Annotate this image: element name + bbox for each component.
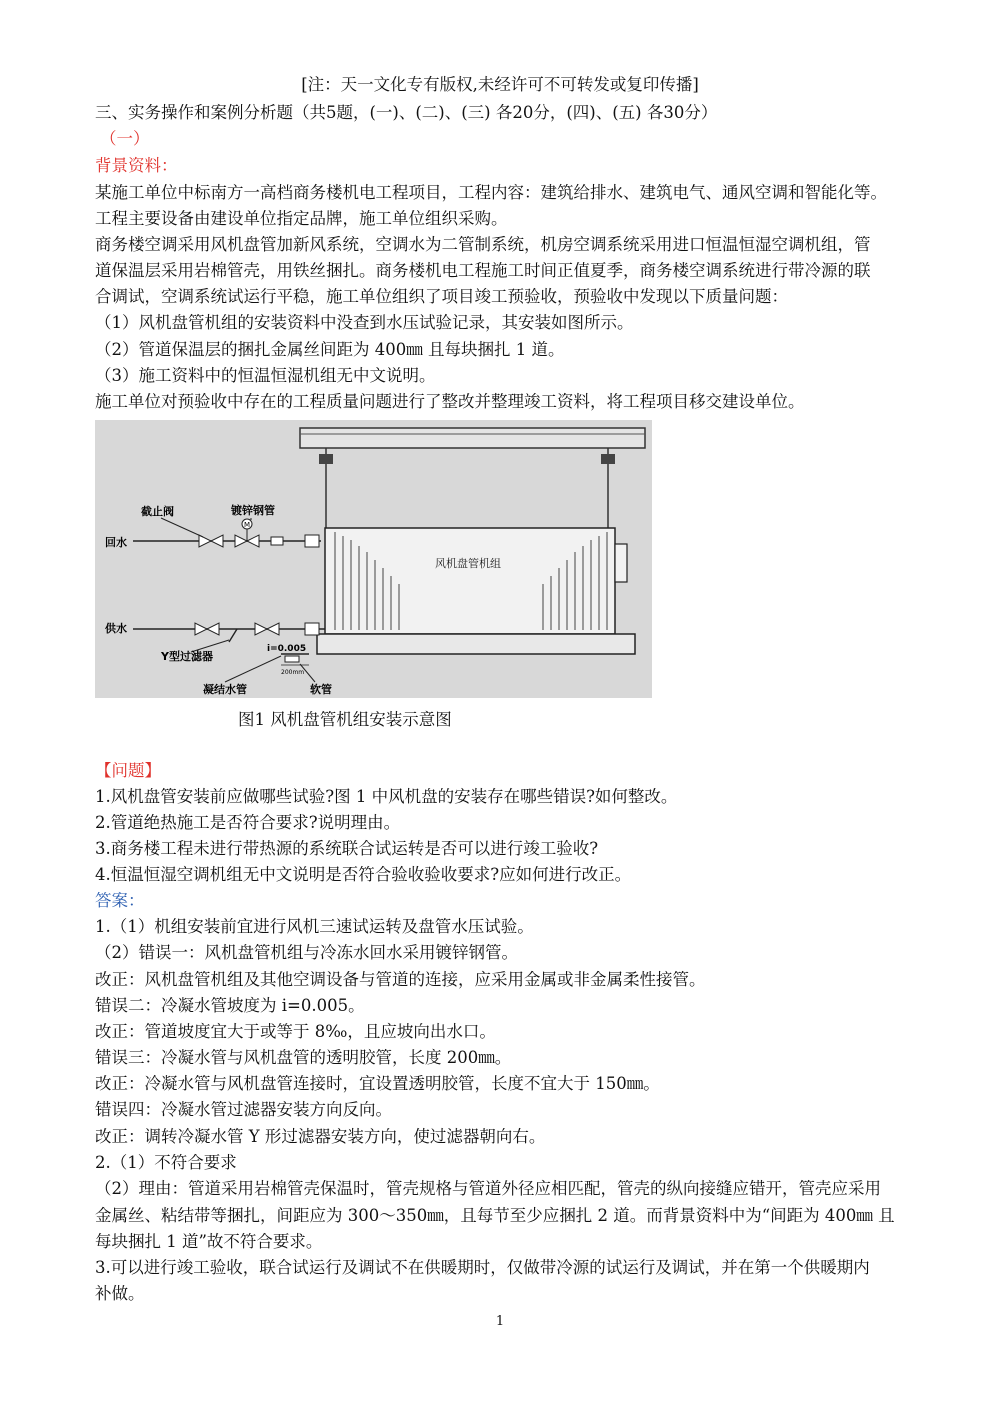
pipe-fitting bbox=[271, 537, 283, 545]
background-heading: 背景资料： bbox=[95, 156, 178, 175]
background-paragraph: 道保温层采用岩棉管壳，用铁丝捆扎。商务楼机电工程施工时间正值夏季，商务楼空调系统进行带冷源的联 bbox=[95, 261, 871, 280]
background-paragraph: 商务楼空调采用风机盘管加新风系统，空调水为二管制系统，机房空调系统采用进口恒温恒湿空调机组，管 bbox=[95, 235, 871, 254]
return-valve bbox=[211, 535, 223, 547]
answers-heading: 答案： bbox=[95, 891, 145, 910]
answer-line: 改正：管道坡度宜大于或等于 8‰，且应坡向出水口。 bbox=[95, 1022, 496, 1041]
return-valve bbox=[199, 535, 211, 547]
supply-valve bbox=[255, 623, 267, 635]
answer-line: 2.（1）不符合要求 bbox=[95, 1153, 237, 1172]
supply-valve bbox=[267, 623, 279, 635]
section-title: 三、实务操作和案例分析题（共5题，(一)、(二)、(三) 各20分，(四)、(五) 各30分） bbox=[95, 103, 718, 122]
figure-caption: 图1 风机盘管机组安装示意图 bbox=[238, 710, 452, 729]
answer-line: 错误四：冷凝水管过滤器安装方向反向。 bbox=[95, 1100, 392, 1119]
answer-line: 每块捆扎 1 道”故不符合要求。 bbox=[95, 1232, 323, 1251]
pipe-fitting bbox=[305, 623, 319, 635]
answer-line: 错误二：冷凝水管坡度为 i=0.005。 bbox=[95, 996, 365, 1015]
slope-label: i=0.005 bbox=[267, 644, 307, 654]
page-number: 1 bbox=[495, 1314, 505, 1329]
ceiling-beam bbox=[300, 428, 645, 448]
motor-valve bbox=[247, 535, 259, 547]
background-paragraph: 合调试，空调系统试运行平稳，施工单位组织了项目竣工预验收，预验收中发现以下质量问题： bbox=[95, 287, 788, 306]
answer-line: （2）理由：管道采用岩棉管壳保温时，管壳规格与管道外径应相匹配，管壳的纵向接缝应错开，管壳应采用 bbox=[95, 1179, 881, 1198]
galvanized-pipe-label: 镀锌钢管 bbox=[231, 504, 275, 517]
answer-line: （2）错误一：风机盘管机组与冷冻水回水采用镀锌钢管。 bbox=[95, 943, 518, 962]
question-item: 3.商务楼工程未进行带热源的系统联合试运转是否可以进行竣工验收? bbox=[95, 839, 599, 858]
hanger-clamp bbox=[601, 454, 615, 464]
background-paragraph: （2）管道保温层的捆扎金属丝间距为 400㎜ 且每块捆扎 1 道。 bbox=[95, 340, 565, 359]
background-paragraph: 工程主要设备由建设单位指定品牌，施工单位组织采购。 bbox=[95, 209, 508, 228]
background-paragraph: 某施工单位中标南方一高档商务楼机电工程项目，工程内容：建筑给排水、建筑电气、通风空调和智能化等。 bbox=[95, 183, 887, 202]
stop-valve-label: 截止阀 bbox=[141, 505, 174, 518]
hanger-clamp bbox=[319, 454, 333, 464]
answer-line: 改正：调转冷凝水管 Y 形过滤器安装方向，使过滤器朝向右。 bbox=[95, 1127, 546, 1146]
supply-valve bbox=[195, 623, 207, 635]
fan-coil-installation-diagram bbox=[95, 420, 652, 698]
answer-line: 改正：风机盘管机组及其他空调设备与管道的连接，应采用金属或非金属柔性接管。 bbox=[95, 970, 706, 989]
leader-line bbox=[225, 656, 281, 682]
side-box bbox=[615, 544, 627, 582]
answer-line: 补做。 bbox=[95, 1284, 145, 1303]
return-water-label: 回水 bbox=[105, 536, 127, 549]
soft-pipe-segment bbox=[285, 656, 299, 662]
unit-body bbox=[325, 528, 615, 634]
supply-valve bbox=[207, 623, 219, 635]
answer-line: 3.可以进行竣工验收，联合试运行及调试不在供暖期时，仅做带冷源的试运行及调试，并在第一个供暖期内 bbox=[95, 1258, 870, 1277]
condensate-pipe-label: 凝结水管 bbox=[203, 683, 247, 696]
leader-line bbox=[161, 518, 203, 537]
question-item: 4.恒温恒湿空调机组无中文说明是否符合验收验收要求?应如何进行改正。 bbox=[95, 865, 632, 884]
valve-symbol: M bbox=[244, 521, 251, 529]
background-paragraph: （3）施工资料中的恒温恒湿机组无中文说明。 bbox=[95, 366, 436, 385]
length-label: 200mm bbox=[281, 669, 305, 676]
background-paragraph: （1）风机盘管机组的安装资料中没查到水压试验记录，其安装如图所示。 bbox=[95, 313, 634, 332]
question-item: 2.管道绝热施工是否符合要求?说明理由。 bbox=[95, 813, 401, 832]
unit-name-label: 风机盘管机组 bbox=[435, 557, 501, 570]
motor-valve bbox=[235, 535, 247, 547]
drip-tray bbox=[317, 634, 635, 654]
soft-pipe-label: 软管 bbox=[310, 683, 332, 696]
background-paragraph: 施工单位对预验收中存在的工程质量问题进行了整改并整理竣工资料，将工程项目移交建设单位。 bbox=[95, 392, 805, 411]
answer-line: 改正：冷凝水管与风机盘管连接时，宜设置透明胶管，长度不宜大于 150㎜。 bbox=[95, 1074, 660, 1093]
answer-line: 1.（1）机组安装前宜进行风机三速试运转及盘管水压试验。 bbox=[95, 917, 534, 936]
supply-water-label: 供水 bbox=[105, 622, 127, 635]
answer-line: 错误三：冷凝水管与风机盘管的透明胶管，长度 200㎜。 bbox=[95, 1048, 512, 1067]
y-filter-label: Y型过滤器 bbox=[161, 650, 213, 663]
question-item: 1.风机盘管安装前应做哪些试验?图 1 中风机盘的安装存在哪些错误?如何整改。 bbox=[95, 787, 678, 806]
answer-line: 金属丝、粘结带等捆扎，间距应为 300～350㎜，且每节至少应捆扎 2 道。而背景资料中为“间距为 400㎜ 且 bbox=[95, 1206, 895, 1225]
questions-heading: 【问题】 bbox=[95, 761, 161, 780]
case-label: （一） bbox=[100, 129, 150, 148]
diagram-svg bbox=[95, 420, 652, 698]
pipe-fitting bbox=[305, 535, 319, 547]
y-filter-branch bbox=[229, 629, 237, 642]
copyright-note: [注：天一文化专有版权,未经许可不可转发或复印传播] bbox=[301, 75, 699, 94]
